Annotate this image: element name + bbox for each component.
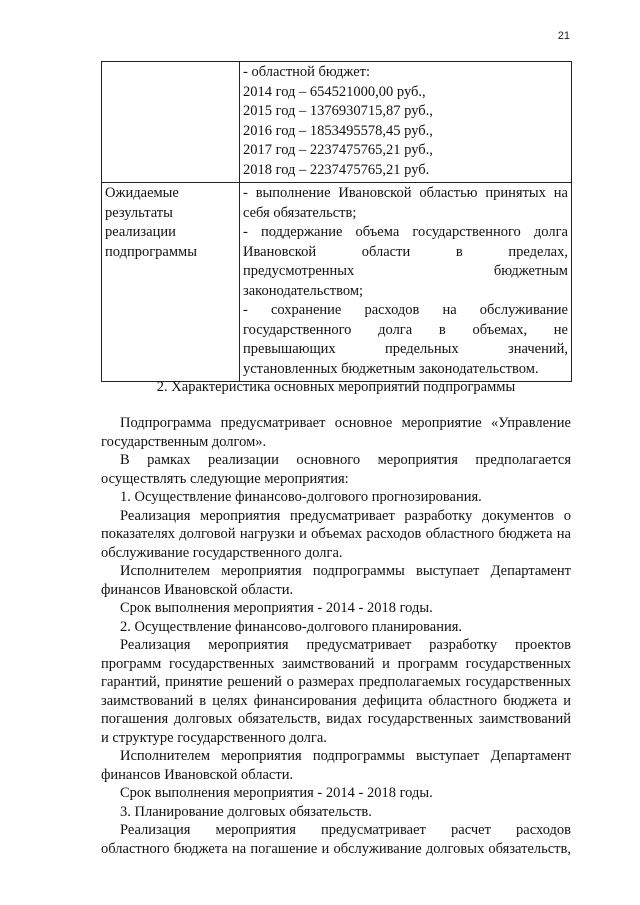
result-line: установленных бюджетным законодательством. xyxy=(243,360,539,377)
paragraph-line: Подпрограмма предусматривает основное мероприятие «Управление xyxy=(120,415,571,431)
paragraph-line: заимствований в целях финансирования дефицита областного бюджета и xyxy=(101,692,571,709)
result-line: - поддержание объема государственного долга xyxy=(243,224,568,240)
table-cell-budget-values xyxy=(240,62,572,183)
table-row-budget xyxy=(102,62,572,183)
budget-line: 2014 год – 654521000,00 руб., xyxy=(243,83,426,100)
paragraph-line: Исполнителем мероприятия подпрограммы выступает Департамент xyxy=(120,748,571,764)
result-line: предусмотренных бюджетным xyxy=(243,263,568,279)
paragraph-line: и структуре государственного долга. xyxy=(101,729,327,746)
paragraph-line: погашения долговых обязательств, видах государственных заимствований xyxy=(101,711,571,727)
result-line: Ивановской области в пределах, xyxy=(243,243,568,260)
page-number: 21 xyxy=(557,30,570,42)
budget-line: - областной бюджет: xyxy=(243,64,371,80)
paragraph-line: гарантий, принятие решений о размерах предполагаемых государственных xyxy=(101,674,571,690)
paragraph-line: осуществлять следующие мероприятия: xyxy=(101,470,349,487)
budget-line: 2016 год – 1853495578,45 руб., xyxy=(243,122,433,139)
paragraph-line: государственным долгом». xyxy=(101,433,267,450)
result-line: государственного долга в объемах, не xyxy=(243,321,568,338)
budget-line: 2018 год – 2237475765,21 руб. xyxy=(243,161,430,178)
paragraph-line: финансов Ивановской области. xyxy=(101,581,294,598)
paragraph-line: показателях долговой нагрузки и объемах расходов областного бюджета на xyxy=(101,526,571,542)
table-cell-label-expected-results xyxy=(102,183,240,382)
result-line: - выполнение Ивановской областью принятых на xyxy=(243,185,568,201)
table-cell-label-empty xyxy=(102,62,240,183)
result-line: превышающих предельных значений, xyxy=(243,341,568,357)
paragraph-line: программ государственных заимствований и программ государственных xyxy=(101,655,571,672)
paragraph-line: финансов Ивановской области. xyxy=(101,766,294,783)
paragraph-line: Реализация мероприятия предусматривает расчет расходов xyxy=(120,822,571,838)
paragraph-line: Реализация мероприятия предусматривает разработку проектов xyxy=(120,637,571,653)
label-line: подпрограммы xyxy=(105,243,197,260)
section-heading: 2. Характеристика основных мероприятий подпрограммы xyxy=(156,379,516,395)
paragraph-line: Реализация мероприятия предусматривает разработку документов о xyxy=(120,507,571,524)
paragraph-line: 2. Осуществление финансово-долгового планирования. xyxy=(120,618,463,635)
result-line: себя обязательств; xyxy=(243,204,357,221)
paragraph-line: В рамках реализации основного мероприятия предполагается xyxy=(120,452,571,468)
subprogram-passport-table xyxy=(101,61,572,382)
paragraph-line: Исполнителем мероприятия подпрограммы выступает Департамент xyxy=(120,563,571,579)
label-line: реализации xyxy=(105,224,176,240)
body-text xyxy=(101,414,571,858)
table-cell-expected-results xyxy=(240,183,572,382)
paragraph-line: Срок выполнения мероприятия - 2014 - 2018 годы. xyxy=(120,785,433,801)
label-line: результаты xyxy=(105,204,173,221)
paragraph-line: Срок выполнения мероприятия - 2014 - 2018 годы. xyxy=(120,600,433,616)
budget-line: 2017 год – 2237475765,21 руб., xyxy=(243,142,433,158)
paragraph-line: 1. Осуществление финансово-долгового прогнозирования. xyxy=(120,489,482,505)
result-line: законодательством; xyxy=(243,282,364,299)
budget-line: 2015 год – 1376930715,87 руб., xyxy=(243,103,433,119)
result-line: - сохранение расходов на обслуживание xyxy=(243,302,568,318)
paragraph-line: областного бюджета на погашение и обслуживание долговых обязательств, xyxy=(101,840,571,857)
table-row-expected-results xyxy=(102,183,572,382)
paragraph-line: 3. Планирование долговых обязательств. xyxy=(120,803,372,820)
paragraph-line: обслуживание государственного долга. xyxy=(101,544,343,561)
label-line: Ожидаемые xyxy=(105,185,179,201)
